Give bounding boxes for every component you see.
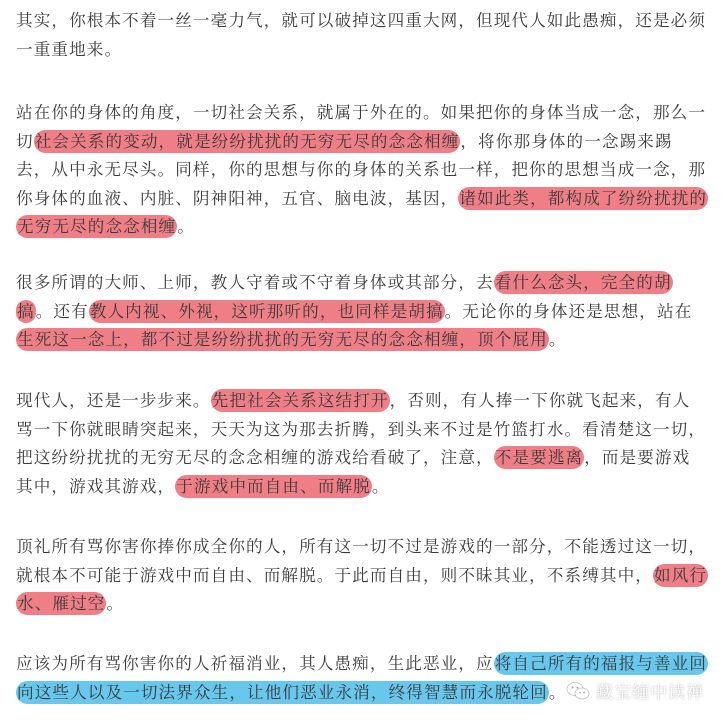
paragraph-text: 站在你的身体的角度，一切社会关系，就属于外在的。如果把你的身体当成一念，那么一切 xyxy=(16,103,707,151)
paragraph-4 xyxy=(16,387,708,501)
paragraph-text: 。 xyxy=(371,476,390,496)
highlight-blue: 将自己所有的福报与善业回向这些人以及一切法界众生，让他们恶业永消，终得智慧而永脱轮回 xyxy=(17,654,708,702)
highlight-red: 社会关系的变动，就是纷纷扰扰的无穷无尽的念念相缠 xyxy=(34,131,460,151)
paragraph-text: ，否则，有人捧一下你就飞起来，有人骂一下你就眼睛突起来，天天为这为那去折腾，到头来不过是竹篮打水。看清楚这一切，把这纷纷扰扰的无穷无尽的念念相缠的游戏给看破了，注意， xyxy=(16,391,707,467)
paragraph-text: 。无论你的身体还是思想，站在 xyxy=(444,301,693,321)
highlight-red: 如风行水、雁过空 xyxy=(17,565,708,613)
paragraph-text: 顶礼所有骂你害你捧你成全你的人，所有这一切不过是游戏的一部分，不能透过这一切，就根本不可能于游戏中而自由、而解脱。于此而自由，则不昧其业，不系缚其中， xyxy=(16,537,707,585)
paragraph-text: ，将你那身体的一念踢来踢去，从中永无尽头。同样，你的思想与你的身体的关系也一样，把你的思想当成一念，那你身体的血液、内脏、阴神阳神，五官、脑电波，基因， xyxy=(16,131,707,208)
highlight-red: 诸如此类，都构成了纷纷扰扰的无穷无尽的念念相缠 xyxy=(17,188,708,236)
highlight-red: 教人内视、外视，这听那听的，也同样是胡搞 xyxy=(89,301,444,321)
highlight-red: 看什么念头，完全的胡搞 xyxy=(17,273,672,321)
paragraph-text: 其实，你根本不着一丝一毫力气，就可以破掉这四重大网，但现代人如此愚痴，还是必须一重重地来。 xyxy=(16,11,707,59)
highlight-red: 生死这一念上，都不过是纷纷扰扰的无穷无尽的念念相缠，顶个屁用 xyxy=(17,330,548,349)
paragraph-text: 。 xyxy=(177,217,195,236)
paragraph-2 xyxy=(16,99,708,242)
paragraph-5 xyxy=(16,533,708,619)
highlight-red: 不是要逃离 xyxy=(494,448,584,467)
paragraph-text: 。 xyxy=(548,682,567,702)
paragraph-3 xyxy=(16,269,708,355)
wechat-icon xyxy=(566,681,590,701)
watermark-text: 藏宝缠中读禅 xyxy=(596,683,704,703)
highlight-red: 于游戏中而自由、而解脱 xyxy=(176,476,371,496)
paragraph-1 xyxy=(16,7,708,64)
paragraph-text: 。 xyxy=(106,594,125,613)
paragraph-text: 现代人，还是一步步来。 xyxy=(16,391,211,410)
paragraph-text: 。还有 xyxy=(35,301,89,321)
paragraph-text: ，而是要游戏其中，游戏其游戏， xyxy=(16,448,691,496)
highlight-red: 先把社会关系这结打开 xyxy=(211,391,389,410)
watermark xyxy=(566,678,704,703)
paragraph-text: 。 xyxy=(548,330,567,349)
paragraph-text: 应该为所有骂你害你的人祈福消业，其人愚痴，生此恶业，应 xyxy=(16,654,494,673)
paragraph-text: 很多所谓的大师、上师，教人守着或不守着身体或其部分，去 xyxy=(16,273,494,292)
